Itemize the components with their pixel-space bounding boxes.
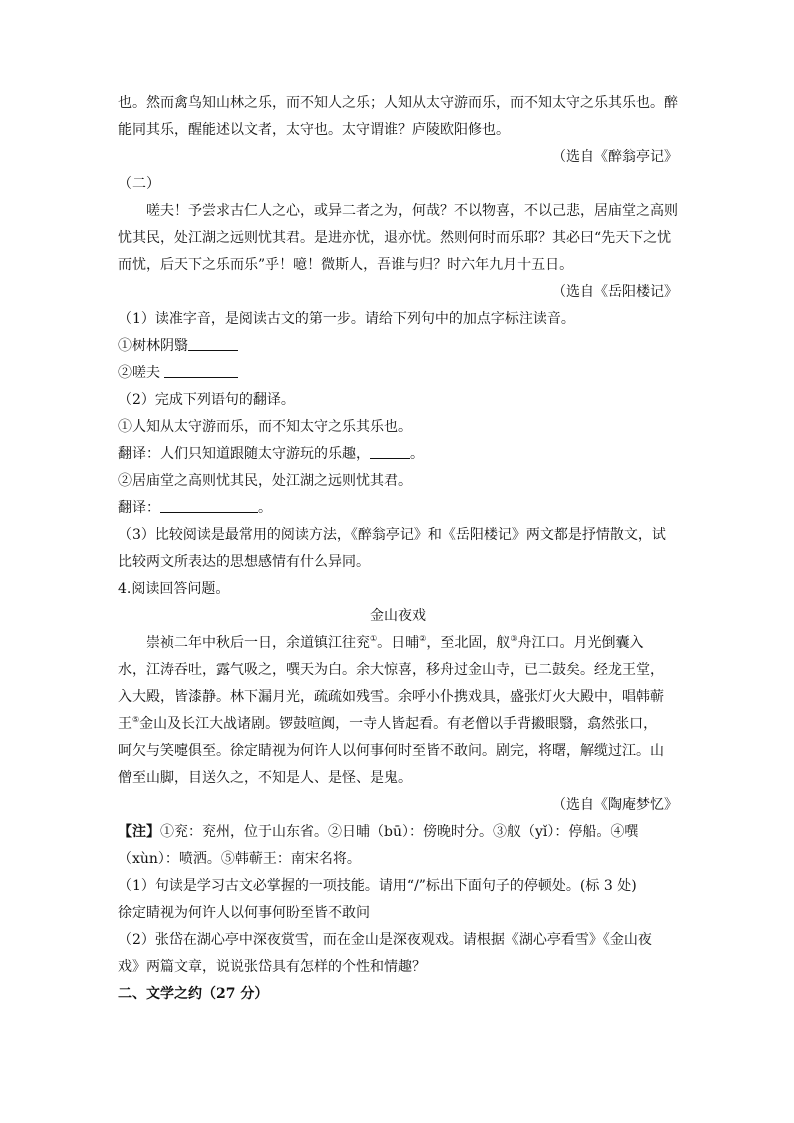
q3-1-b-blank[interactable]	[164, 363, 238, 378]
q3-1-a-blank[interactable]	[188, 336, 238, 351]
q3-2-a-translation	[118, 441, 678, 468]
zuiweng-source: （选自《醉翁亭记》	[552, 149, 678, 165]
jinshan-l1a: 崇祯二年中秋后一日，余道镇江往兖	[146, 635, 370, 651]
note-ref-5: ⑤	[132, 715, 140, 724]
jinshan-line-3: 入大殿，皆漆静。林下漏月光，疏疏如残雪。余呼小仆携戏具，盛张灯火大殿中，唱韩蕲	[118, 689, 664, 705]
jinshan-line-5: 呵欠与笑嚏俱至。徐定睛视为何许人以何事何时至皆不敢问。剧完，将曙，解缆过江。山	[118, 743, 664, 759]
jinshan-line-4	[118, 711, 678, 738]
q3-2-b-blank[interactable]	[160, 498, 258, 513]
jinshan-l4a: 王	[118, 716, 132, 732]
q3-2-b-trans-text: 翻译：	[118, 500, 160, 516]
note-ref-3: ③	[510, 634, 518, 643]
jinshan-title: 金山夜戏	[370, 608, 426, 624]
jinshan-line-2: 水，江涛吞吐，露气吸之，噀天为白。余大惊喜，移舟过金山寺，已二鼓矣。经龙王堂，	[118, 662, 664, 678]
q4-heading: 4.阅读回答问题。	[118, 581, 230, 597]
notes-label: 【注】	[118, 824, 160, 840]
notes-line-2: （xùn）：喷洒。⑤韩蕲王：南宋名将。	[118, 851, 361, 867]
q3-2-b-translation	[118, 495, 678, 522]
notes-line-1	[118, 819, 678, 846]
q3-2-a-end: 。	[410, 446, 424, 462]
q3-1-a	[118, 333, 678, 360]
q3-2-a: ①人知从太守游而乐，而不知太守之乐其乐也。	[118, 419, 412, 435]
q4-1-sentence: 徐定睛视为何许人以何事何盼至皆不敢问	[118, 905, 370, 921]
document-page	[118, 0, 678, 1008]
q3-3-line-2: 比较两文所表达的思想感情有什么异同。	[118, 554, 370, 570]
jinshan-l1d: 舟江口。月光倒囊入	[517, 635, 644, 651]
q3-1-b-text: ②嗟夫	[118, 365, 160, 381]
zuiweng-line-2: 能同其乐，醒能述以文者，太守也。太守谓谁？庐陵欧阳修也。	[118, 122, 510, 138]
zuiweng-line-1: 也。然而禽鸟知山林之乐，而不知人之乐；人知从太守游而乐，而不知太守之乐其乐也。醉	[118, 95, 678, 111]
section-two-label: （二）	[118, 176, 160, 192]
q3-1-prompt: （1）读准字音，是阅读古文的第一步。请给下列句中的加点字标注读音。	[118, 311, 575, 327]
jinshan-source: （选自《陶庵梦忆》	[552, 797, 678, 813]
q3-2-a-trans-text: 翻译：人们只知道跟随太守游玩的乐趣，	[118, 446, 370, 462]
q4-2-line-1: （2）张岱在湖心亭中深夜赏雪，而在金山是深夜观戏。请根据《湖心亭看雪》《金山夜	[118, 932, 652, 948]
q3-3-line-1: （3）比较阅读是最常用的阅读方法，《醉翁亭记》和《岳阳楼记》两文都是抒情散文，试	[118, 527, 666, 543]
q4-1-prompt: （1）句读是学习古文必掌握的一项技能。请用“/”标出下面句子的停顿处。(标 3 处)	[118, 878, 637, 894]
notes-text-1: ①兖：兖州，位于山东省。②日晡（bū）：傍晚时分。③舣（yǐ）：停船。④噀	[160, 824, 639, 840]
q3-2-a-blank[interactable]	[370, 444, 410, 459]
jinshan-line-1	[118, 630, 678, 657]
q3-2-b: ②居庙堂之高则忧其民，处江湖之远则忧其君。	[118, 473, 412, 489]
note-ref-1: ①	[370, 634, 378, 643]
yueyang-source: （选自《岳阳楼记》	[552, 284, 678, 300]
section-2-heading: 二、文学之约（27 分）	[118, 986, 269, 1002]
yueyang-line-3: 而忧，后天下之乐而乐”乎！噫！微斯人，吾谁与归？时六年九月十五日。	[118, 257, 574, 273]
yueyang-line-2: 忧其民，处江湖之远则忧其君。是进亦忧，退亦忧。然则何时而乐耶？其必曰“先天下之忧	[118, 230, 672, 246]
jinshan-line-6: 僧至山脚，目送久之，不知是人、是怪、是鬼。	[118, 770, 412, 786]
q3-2-prompt: （2）完成下列语句的翻译。	[118, 392, 295, 408]
jinshan-l1b: 。日晡	[377, 635, 420, 651]
jinshan-l1c: ，至北固，舣	[426, 635, 511, 651]
q3-2-b-end: 。	[258, 500, 272, 516]
q4-2-line-2: 戏》两篇文章，说说张岱具有怎样的个性和情趣？	[118, 959, 426, 975]
jinshan-l4b: 金山及长江大战诸剧。锣鼓喧阗，一寺人皆起看。有老僧以手背摋眼翳，翕然张口，	[139, 716, 658, 732]
q3-1-b	[118, 360, 678, 387]
yueyang-line-1: 嗟夫！予尝求古仁人之心，或异二者之为，何哉？不以物喜，不以己悲，居庙堂之高则	[146, 203, 678, 219]
q3-1-a-text: ①树林阴翳	[118, 338, 188, 354]
note-ref-2: ②	[419, 634, 427, 643]
